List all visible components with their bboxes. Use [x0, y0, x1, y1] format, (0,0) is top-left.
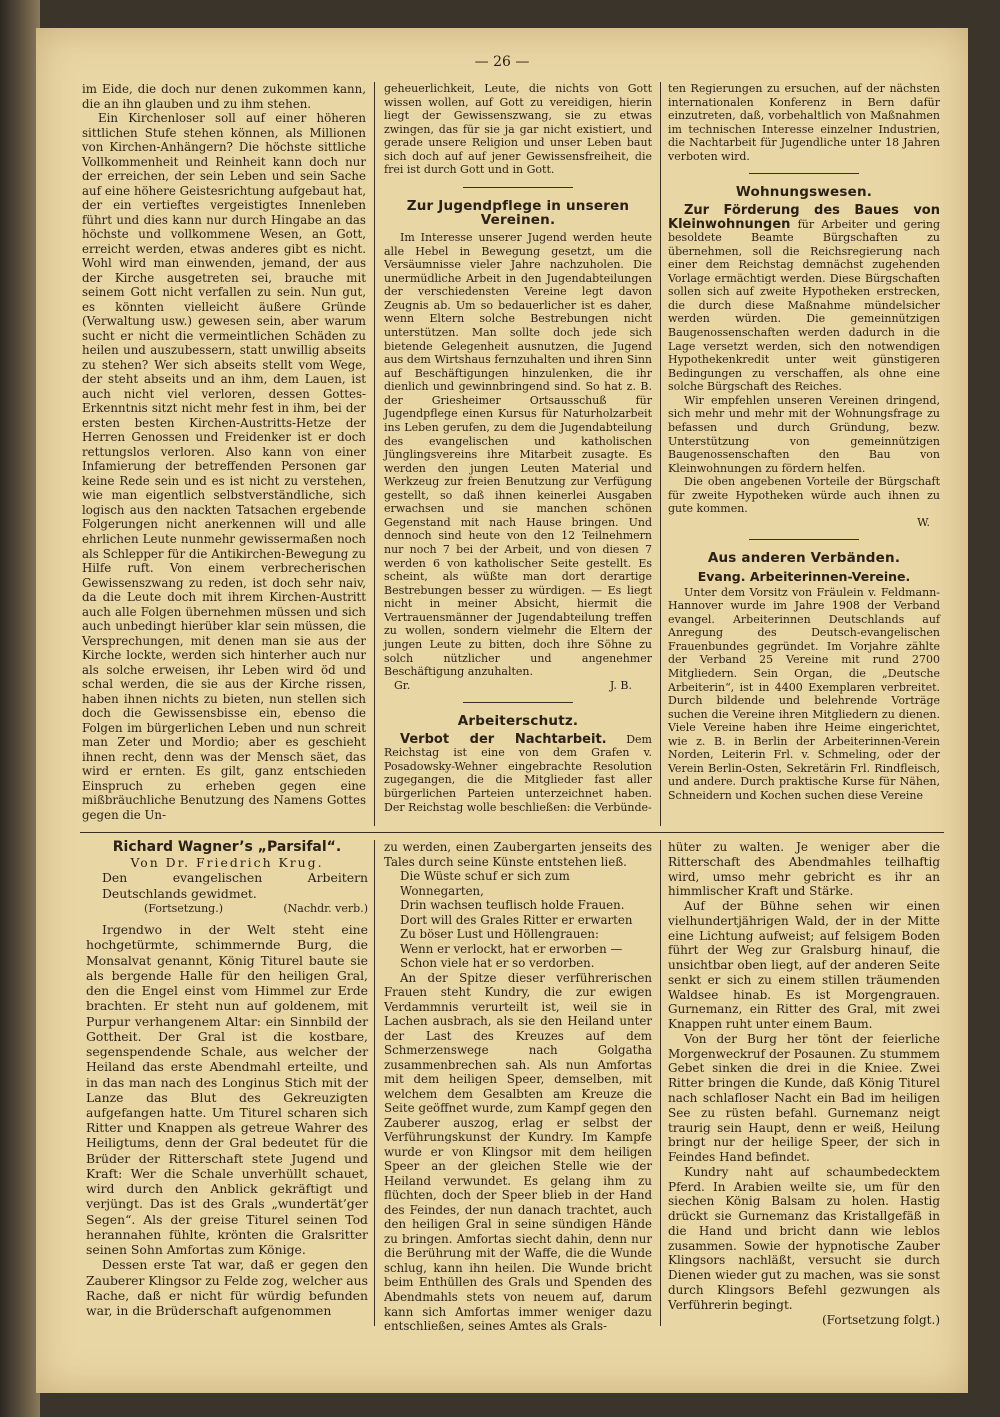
verbaende-heading: Aus anderen Verbänden. — [707, 550, 901, 567]
parsifal-reprint-note: (Nachdr. verb.) — [283, 901, 368, 915]
section-divider — [463, 702, 573, 703]
signature-left: Gr. — [394, 678, 411, 692]
kleinwohnungen-text: für Arbeiter und gering besoldete Beamte Bürgschaften zu übernehmen, soll die Reichsregierung nach einer dem Reichstag demnächst zugehenden Vorlage ermächtigt werden. Diese Bürgschaften sollen sich auf zweite Hypotheken erstrecken, die durch diese Maßnahme mündelsicher werden würden. Die gemeinnützigen Baugenossenschaften werden dadurch in die Lage versetzt werden, sich den notwendigen Hypothekenkredit unter weit günstigeren Bedingungen zu verschaffen, als ohne eine solche Bürgschaft des Reiches. — [668, 217, 940, 394]
parsifal-paragraph: Kundry naht auf schaumbedecktem Pferd. In Arabien weilte sie, um für den siechen König Balsam zu holen. Hastig drückt sie Gurnemanz das Kristallgefäß in die Hand und bricht dann wie leblos zusammen. Sowie der hypnotische Zauber Klingsors nachläßt, versucht sie durch Dienen wieder gut zu machen, was sie sonst durch Klingsors Befehl gezwungen als Verführerin begingt. — [668, 1164, 940, 1312]
arbeiterschutz-heading: Arbeiterschutz. — [457, 713, 579, 730]
jugend-paragraph: Im Interesse unserer Jugend werden heute alle Hebel in Bewegung gesetzt, um die Versäumnisse vieler Jahre nachzuholen. Die unermüdliche Arbeit in den Jugendabteilungen der verschiedensten Vereine legt davon Zeugnis ab. Um so bedauerlicher ist es daher, wenn Eltern solche Bestrebungen nicht unterstützen. Man sollte doch jede sich bietende Gelegenheit ausnutzen, die Jugend aus dem Wirtshaus fernzuhalten und ihren Sinn auf Beschäftigungen hinzulenken, die ihr dienlich und gewinnbringend sind. So hat z. B. der Griesheimer Ortsausschuß für Jugendpflege einen Kursus für Naturholzarbeit ins Leben gerufen, zu dem die Jugendabteilung des evangelischen und katholischen Jünglingsvereins ihre Mitarbeit zusagte. Es werden den jungen Leuten Material und Werkzeug zur freien Benutzung zur Verfügung gestellt, so daß ihnen keinerlei Ausgaben erwachsen und sie manchen schönen Gegenstand mit nach Hause bringen. Und dennoch sind heute von den 12 Teilnehmern nur noch 7 bei der Arbeit, und von diesen 7 werden 6 von katholischer Seite gestellt. Es scheint, als wüßte man dort derartige Bestrebungen besser zu würdigen. — Es liegt nicht in meiner Absicht, hiermit die Vertrauensmänner der Jugendabteilung treffen zu wollen, sondern vielmehr die Eltern der jungen Leute zu bitten, doch ihre Söhne zu solch nützlicher und angenehmer Beschäftigung anzuhalten. — [384, 231, 652, 679]
parsifal-paragraph: Dessen erste Tat war, daß er gegen den Zauberer Klingsor zu Felde zog, welcher aus Rache, daß er nicht für würdig befunden war, in die Brüderschaft aufgenommen — [86, 1257, 368, 1319]
parsifal-meta-row — [86, 901, 368, 916]
verse-line: Wenn er verlockt, hat er erworben — — [400, 941, 623, 956]
parsifal-dedication: Den evangelischen Arbeitern Deutschlands gewidmet. — [102, 870, 368, 901]
section-rule — [80, 832, 944, 833]
col1-paragraph: im Eide, die doch nur denen zukommen kann, die an ihn glauben und zu ihm stehen. — [82, 82, 366, 111]
section-divider — [749, 173, 859, 174]
verse-line: Die Wüste schuf er sich zum Wonnegarten, — [400, 869, 570, 898]
parsifal-paragraph: Auf der Bühne sehen wir einen vielhundertjährigen Wald, der in der Mitte eine Lichtung aufweist; auf felsigem Boden führt der Weg zur Gralsburg hinauf, die unsichtbar oben liegt, auf der anderen Seite senkt er sich zu einem stillen träumenden Waldsee hinab. Es ist Morgengrauen. Gurnemanz, ein Ritter des Gral, mit zwei Knappen ruht unter einem Baum. — [668, 899, 940, 1032]
column-rule — [660, 840, 661, 1326]
verse-block — [384, 869, 652, 971]
wohnung-paragraph: Wir empfehlen unseren Vereinen dringend, sich mehr und mehr mit der Wohnungsfrage zu befassen und durch Gründung, bezw. Unterstützung von gemeinnützigen Baugenossenschaften den Bau von Kleinwohnungen zu fördern helfen. — [668, 393, 940, 475]
verbaende-subheading: Evang. Arbeiterinnen-Vereine. — [697, 569, 911, 584]
parsifal-column-1 — [86, 840, 368, 1318]
column-rule — [374, 840, 375, 1326]
parsifal-continued-note: (Fortsetzung folgt.) — [822, 1312, 940, 1327]
signature-right: J. B. — [609, 678, 632, 692]
parsifal-column-3 — [668, 840, 940, 1327]
parsifal-author: Von Dr. Friedrich Krug. — [130, 855, 324, 871]
wohnung-paragraph: Die oben angebenen Vorteile der Bürgschaft für zweite Hypotheken würde auch ihnen zu gute kommen. — [668, 475, 940, 516]
column-2 — [384, 82, 652, 814]
kleinwohnungen-lead: Zur Förderung des Baues von Kleinwohnungen — [668, 202, 940, 232]
parsifal-dedication-row — [86, 870, 368, 900]
parsifal-paragraph: Irgendwo in der Welt steht eine hochgetürmte, schimmernde Burg, die Monsalvat genannt, König Titurel baute sie als bergende Halle für den heiligen Gral, den die Engel einst vom Himmel zur Erde brachten. Er steht nun auf goldenem, mit Purpur verhangenem Altar: ein Sinnbild der Gottheit. Der Gral ist die kostbare, segenspendende Schale, aus welcher der Heiland das erste Abendmahl erteilte, und in das man nach des Longinus Stich mit der Lanze das Blut des Gekreuzigten aufgefangen hatte. Um Titurel scharen sich Ritter und Knappen als getreue Wahrer des Heiligtums, denn der Gral bedeutet für die Brüder der Ritterschaft stete Jugend und Kraft: Wer die Schale unverhüllt schauet, wird durch den Anblick gekräftigt und verjüngt. Das ist des Grals „wundertät’ger Segen“. Als der greise Titurel seinen Tod herannahen fühlte, krönten die Gralsritter seinen Sohn Amfortas zum Könige. — [86, 922, 368, 1258]
section-divider — [749, 539, 859, 540]
column-1 — [82, 82, 366, 822]
section-divider — [463, 187, 573, 188]
parsifal-paragraph: zu werden, einen Zaubergarten jenseits des Tales durch seine Künste entstehen ließ. — [384, 840, 652, 869]
wohnung-heading: Wohnungswesen. — [735, 184, 873, 201]
newspaper-page — [36, 28, 968, 1393]
column-rule — [374, 82, 375, 826]
column-rule — [660, 82, 661, 826]
nachtarbeit-text: Dem Reichstag ist eine von dem Grafen v. Posadowsky-Wehner eingebrachte Resolution zugegangen, die die Mitglieder fast aller bürgerlichen Parteien unterzeichnet haben. Der Reichstag wolle beschließen: die Verbünde- — [384, 732, 652, 814]
book-binding — [0, 0, 40, 1417]
nachtarbeit-lead: Verbot der Nachtarbeit. — [400, 731, 607, 747]
parsifal-paragraph: Von der Burg her tönt der feierliche Morgenweckruf der Posaunen. Zu stummem Gebet sinken die drei in die Kniee. Zwei Ritter bringen die Kunde, daß König Titurel nach schlafloser Nacht ein Bad im heiligen See zu rüsten befahl. Gurnemanz neigt traurig sein Haupt, denn er weiß, Heilung bringt nur der heilige Speer, der sich in Feindes Hand befindet. — [668, 1031, 940, 1165]
parsifal-column-2 — [384, 840, 652, 1334]
page-number: — 26 — — [474, 54, 530, 70]
verbaende-paragraph: Unter dem Vorsitz von Fräulein v. Feldmann-Hannover wurde im Jahre 1908 der Verband evangel. Arbeiterinnen Deutschlands auf Anregung des Deutsch-evangelischen Frauenbundes gegründet. Im Vorjahre zählte der Verband 25 Vereine mit rund 2700 Mitgliedern. Sein Organ, die „Deutsche Arbeiterin“, ist in 4400 Exemplaren verbreitet. Durch bildende und belehrende Vorträge suchen die Vereine ihren Mitgliedern zu dienen. Viele Vereine haben ihre Heime eingerichtet, wie z. B. in Berlin der Arbeiterinnen-Verein Norden, Leiterin Frl. v. Schmeling, oder der Verein Berlin-Osten, Sekretärin Frl. Rindfleisch, und andere. Durch praktische Kurse für Nähen, Schneidern und Kochen suchen diese Vereine — [668, 585, 940, 802]
parsifal-continuation: (Fortsetzung.) — [144, 901, 223, 915]
parsifal-paragraph: An der Spitze dieser verführerischen Frauen steht Kundry, die zur ewigen Verdammnis verurteilt ist, weil sie in Lachen ausbrach, als sie den Heiland unter der Last des Kreuzes auf dem Schmerzenswege nach Golgatha zusammenbrechen sah. Als nun Amfortas mit dem heiligen Speer, demselben, mit welchem dem Gesalbten am Kreuze die Seite geöffnet wurde, zum Kampf gegen den Zauberer auszog, erlag er selbst der Verführungskunst der Kundry. Im Kampfe wurde er von Klingsor mit dem heiligen Speer an der gleichen Stelle wie der Heiland verwundet. Es gelang ihm zu flüchten, doch der Speer blieb in der Hand des Feindes, der nun danach trachtet, auch den heiligen Gral in seine sündigen Hände zu bringen. Amfortas siecht dahin, denn nur die Berührung mit der Waffe, die die Wunde schlug, kann ihn heilen. Die Wunde bricht beim Enthüllen des Grals und Spenden des Abendmahls stets von neuem auf, darum kann sich Amfortas immer weniger dazu entschließen, seines Amtes als Grals- — [384, 970, 652, 1334]
col3-paragraph: ten Regierungen zu ersuchen, auf der nächsten internationalen Konferenz in Bern dafür einzutreten, daß, vorbehaltlich von Maßnahmen im technischen Interesse einzelner Industrien, die Nachtarbeit für Jugendliche unter 18 Jahren verboten wird. — [668, 82, 940, 163]
parsifal-title: Richard Wagner’s „Parsifal“. — [112, 839, 342, 855]
jugend-heading: Zur Jugendpflege in unseren Vereinen. — [406, 197, 630, 228]
verse-line: Drin wachsen teuflisch holde Frauen. — [400, 898, 625, 913]
parsifal-paragraph: hüter zu walten. Je weniger aber die Ritterschaft des Abendmahles teilhaftig wird, umso mehr gebricht es ihr an himmlischer Kraft und Stärke. — [668, 840, 940, 899]
col1-paragraph: Ein Kirchenloser soll auf einer höheren sittlichen Stufe stehen können, als Millionen von Kirchen-Anhängern? Die höchste sittliche Vollkommenheit und Reinheit kann doch nur der erreichen, der sein Leben und sein Sache auf eine höhere Geistesrichtung aufgebaut hat, der ein vertieftes vergeistigtes Innenleben führt und dies kann nur durch Hingabe an das höchste und vollkommene Wesen, an Gott, erreicht werden, etwas anderes gibt es nicht. Wohl wird man einwenden, jemand, der aus der Kirche ausgetreten sei, brauche mit seinem Gott nicht verfallen zu sein. Nun gut, es könnten vielleicht äußere Gründe (Verwaltung usw.) gewesen sein, aber warum sucht er nicht die vermeintlichen Schäden zu heilen und auszubessern, statt unwillig abseits zu stehen? Wer sich abseits stellt vom Wege, der steht abseits und an ihm, dem Lauen, ist auch nicht viel verloren, dessen Gottes-Erkenntnis sitzt nicht mehr fest in ihm, bei der ersten besten Kirchen-Austritts-Hetze der Herren Genossen und Freidenker ist er doch rettungslos verloren. Also kann von einer Infamierung der betreffenden Personen gar keine Rede sein und es ist nicht zu verstehen, wie man eigentlich selbstverständliche, sich logisch aus den nackten Tatsachen ergebende Folgerungen nicht anerkennen will und alle ehrlichen Leute nunmehr gewissermaßen noch als Schlepper für die Antikirchen-Bewegung zu Hilfe ruft. Von einem verbrecherischen Gewissenszwang zu reden, ist doch sehr naiv, da die Leute doch mit ihrem Kirchen-Austritt auch alle Folgen übernehmen müssen und sich auch unbedingt hierüber klar sein müssen, die Versprechungen, mit denen man sie aus der Kirche lockte, werden sich hinterher auch nur als solche erweisen, ihr Leben wird öd und schal werden, die sie aus der Kirche rissen, haben ihnen nichts zu bieten, nun stellen sich doch die Gewissensbisse ein, ebenso die Folgen im bürgerlichen Leben und nun schreit man Zeter und Mordio; aber es geschieht ihnen recht, denn was der Mensch säet, das wird er ernten. Es gilt, ganz entschieden Einspruch zu erheben gegen eine mißbräuchliche Benutzung des Namens Gottes gegen die Un- — [82, 111, 366, 822]
jugend-signature — [384, 679, 652, 693]
verse-line: Dort will des Grales Ritter er erwarten — [400, 912, 633, 927]
column-3 — [668, 82, 940, 803]
verse-line: Schon viele hat er so verdorben. — [400, 956, 595, 971]
col2-paragraph: geheuerlichkeit, Leute, die nichts von Gott wissen wollen, auf Gott zu vereidigen, hierin liegt der Gewissenszwang, sie zu etwas zwingen, das für sie ja gar nicht existiert, und gerade unsere Religion und unser Leben baut sich doch auf auf jener Gewissensfreiheit, die frei ist durch Gott und in Gott. — [384, 82, 652, 177]
verse-line: Zu böser Lust und Höllengrauen: — [400, 927, 599, 942]
wohnung-signature: W. — [917, 515, 930, 529]
